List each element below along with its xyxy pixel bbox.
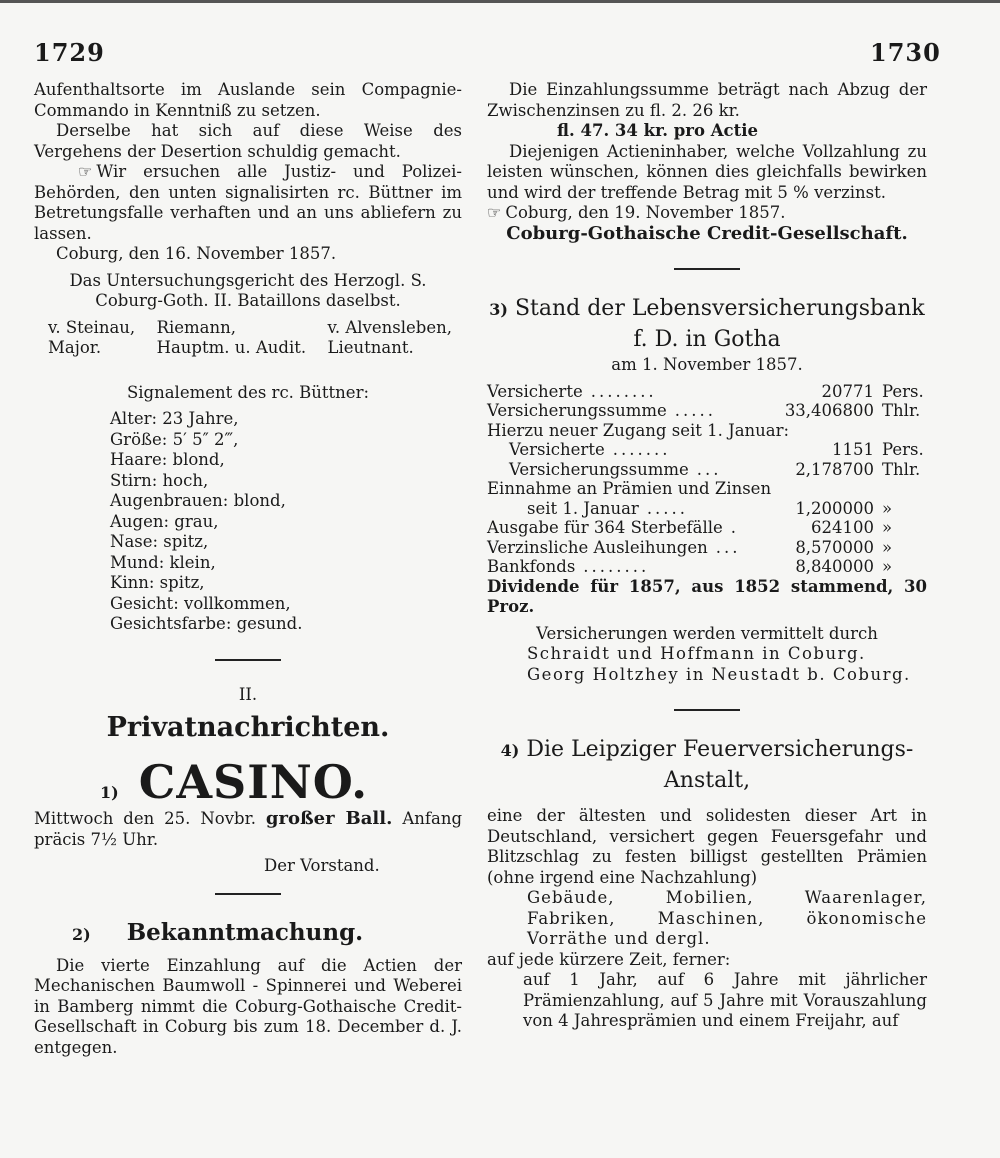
signalement-line: Nase: spitz, [110, 532, 209, 551]
stats-label-cell [487, 518, 785, 538]
stats-label-cell [487, 460, 785, 480]
stats-value: 8,840000 [795, 557, 875, 576]
einzahlung-text: Die Einzahlungssumme beträgt nach Abzug der Zwischenzinsen zu fl. 2. 26 kr. [487, 80, 927, 120]
signer-2-name: Riemann, [156, 317, 237, 337]
stats-label: Ausgabe für 364 Sterbefälle [487, 518, 723, 537]
item-number-2: 2) [72, 924, 91, 944]
stats-unit: Pers. [882, 381, 924, 401]
stats-label-cell [487, 440, 785, 460]
stats-row [487, 518, 927, 538]
stats-value: 1151 [832, 440, 875, 459]
stats-value: 20771 [821, 381, 875, 401]
signalement-line: Haare: blond, [110, 450, 225, 469]
company-name: Coburg-Gothaische Credit-Gesellschaft. [506, 222, 908, 244]
pointing-hand-icon: ☞ [487, 203, 502, 222]
stats-row [487, 401, 927, 421]
section-numeral: II. [238, 684, 258, 704]
signalement-line: Augenbrauen: blond, [110, 491, 286, 510]
desertion-notice-end: Aufenthaltsorte im Auslande sein Compagnie-Commando in Kenntniß zu setzen. [34, 80, 462, 120]
stats-label-cell [487, 557, 785, 577]
bekanntmachung-text: Die vierte Einzahlung auf die Actien der Mechanischen Baumwoll - Spinnerei und Weberei in Bamberg nimmt die Coburg-Gothaische Credit-Gesellschaft in Coburg bis zum 18. December d. J. entgegen. [34, 955, 462, 1057]
item4-title-2: Anstalt, [663, 768, 751, 793]
place-date-right [487, 203, 927, 224]
dividende-line: Dividende für 1857, aus 1852 stammend, 30 Proz. [487, 576, 927, 616]
bekanntmachung-title: Bekanntmachung. [126, 918, 364, 946]
signer-1-rank: Major. [48, 338, 102, 357]
place-date-right-text: Coburg, den 19. November 1857. [505, 203, 786, 222]
leader-dots: ........ [590, 381, 657, 401]
item-number-4: 4) [500, 741, 520, 760]
stats-unit: » [882, 557, 893, 576]
signalement-line: Gesicht: vollkommen, [110, 593, 291, 613]
casino-announcement [34, 809, 462, 850]
stats-row [487, 421, 927, 441]
stats-label: Versicherte [487, 381, 583, 401]
casino-heading [34, 755, 462, 809]
stats-label: seit 1. Januar [527, 498, 639, 518]
place-date-left: Coburg, den 16. November 1857. [56, 244, 337, 263]
stats-label: Verzinsliche Ausleihungen [487, 537, 708, 557]
leader-dots: . [730, 518, 740, 537]
pointing-hand-icon: ☞ [78, 162, 93, 181]
leader-dots: ........ [583, 557, 650, 576]
casino-title: CASINO. [138, 755, 369, 809]
stats-value: 2,178700 [795, 459, 875, 479]
stats-label-cell [487, 382, 785, 402]
desertion-guilt-text: Derselbe hat sich auf diese Weise des Vergehens der Desertion schuldig gemacht. [34, 121, 462, 161]
page-number-right: 1730 [870, 38, 941, 67]
signers-block [34, 318, 462, 359]
stats-row [487, 538, 927, 558]
item3-title-1: Stand der Lebensversicherungsbank [514, 296, 925, 321]
stats-row [487, 499, 927, 519]
stats-label: Versicherungssumme [487, 401, 667, 420]
stats-label-cell [487, 421, 927, 441]
stats-value: 8,570000 [795, 537, 875, 557]
stats-unit: Pers. [882, 440, 924, 459]
signer-2 [157, 318, 307, 359]
stats-value: 1,200000 [795, 498, 875, 518]
bekanntmachung-heading [34, 919, 462, 946]
signalement-line: Gesichtsfarbe: gesund. [110, 614, 303, 633]
stats-label: Versicherungssumme [509, 459, 689, 479]
signalement-line: Kinn: spitz, [110, 573, 205, 592]
vollzahlung-text: Diejenigen Actieninhaber, welche Vollzahlung zu leisten wünschen, können dies gleichfalls bewirken und wird der treffende Betrag mit 5 % verzinst. [487, 141, 927, 202]
leader-dots: ... [696, 459, 722, 479]
item4-title-1: Die Leipziger Feuerversicherungs- [526, 737, 914, 762]
stats-value: 624100 [811, 518, 875, 537]
amount-per-share: fl. 47. 34 kr. pro Actie [557, 121, 758, 140]
section-title: Privatnachrichten. [106, 712, 390, 743]
leader-dots: ..... [674, 401, 716, 420]
left-column [34, 80, 462, 1058]
casino-ball: großer Ball. [265, 808, 393, 829]
stats-unit: Thlr. [882, 401, 921, 420]
stats-unit: » [882, 498, 893, 518]
stats-label: Hierzu neuer Zugang seit 1. Januar: [487, 420, 790, 440]
stats-value: 33,406800 [784, 401, 875, 420]
stats-row [487, 479, 927, 499]
signalement-line: Augen: grau, [110, 511, 219, 531]
stats-unit: Thlr. [882, 459, 921, 479]
casino-vorstand: Der Vorstand. [264, 856, 380, 875]
page-number-left: 1729 [34, 38, 105, 67]
leader-dots: ... [715, 537, 741, 557]
arrest-request-body: Wir ersuchen alle Justiz- und Polizei-Behörden, den unten signalisirten rc. Büttner im Betretungsfalle verhaften und an uns abliefern zu lassen. [34, 162, 462, 243]
stats-label-cell [487, 479, 927, 499]
stats-label-cell [487, 499, 785, 519]
item4-duration: auf jede kürzere Zeit, ferner: [487, 949, 731, 969]
stats-label: Einnahme an Prämien und Zinsen [487, 479, 772, 498]
item3-title-2: f. D. in Gotha [633, 327, 781, 352]
stats-row [487, 460, 927, 480]
item4-terms: auf 1 Jahr, auf 6 Jahre mit jährlicher Prämienzahlung, auf 5 Jahre mit Vorauszahlung von 4 Jahresprämien und einem Freijahr, auf [523, 970, 927, 1030]
signalement-list [34, 409, 462, 635]
stats-label: Bankfonds [487, 557, 576, 576]
item4-heading [487, 735, 927, 766]
right-column [487, 80, 927, 1032]
item-number-3: 3) [489, 300, 508, 319]
stats-row [487, 440, 927, 460]
casino-start: Anfang präcis 7½ Uhr. [34, 809, 463, 849]
signalement-line: Alter: 23 Jahre, [110, 409, 239, 428]
item3-heading [487, 294, 927, 325]
signer-1 [48, 318, 135, 359]
stats-table [487, 382, 927, 577]
casino-date: Mittwoch den 25. Novbr. [34, 809, 256, 828]
agent-2: Georg Holtzhey in Neustadt b. Coburg. [527, 664, 911, 684]
court-name: Das Untersuchungsgericht des Herzogl. S. Coburg-Goth. II. Bataillons daselbst. [69, 270, 427, 310]
agent-1: Schraidt und Hoffmann in Coburg. [527, 644, 866, 663]
signer-3 [328, 318, 452, 359]
signer-2-rank: Hauptm. u. Audit. [156, 338, 307, 357]
signalement-title: Signalement des rc. Büttner: [126, 382, 370, 402]
signalement-line: Mund: klein, [110, 552, 216, 572]
stats-row [487, 557, 927, 577]
item4-intro: eine der ältesten und solidesten dieser Art in Deutschland, versichert gegen Feuersgefahr und Blitzschlag zu festen billigst gestellten Prämien (ohne irgend eine Nachzahlung) [487, 806, 927, 887]
stats-label-cell [487, 401, 785, 421]
leader-dots: ..... [646, 498, 689, 518]
stats-row [487, 382, 927, 402]
item-number-1: 1) [100, 783, 119, 802]
signer-1-name: v. Steinau, [48, 317, 136, 337]
signalement-line: Stirn: hoch, [110, 470, 209, 490]
signer-3-rank: Lieutnant. [327, 338, 414, 357]
stats-unit: » [882, 537, 893, 557]
top-border [0, 0, 1000, 3]
stats-label-cell [487, 538, 785, 558]
item3-date: am 1. November 1857. [611, 355, 803, 374]
signer-3-name: v. Alvensleben, [327, 317, 452, 337]
signalement-line: Größe: 5′ 5″ 2‴, [110, 429, 239, 449]
stats-label: Versicherte [509, 440, 605, 459]
item4-objects: Gebäude, Mobilien, Waarenlager, Fabriken, Maschinen, ökonomische Vorräthe und dergl. [527, 888, 927, 948]
leader-dots: ....... [612, 440, 671, 459]
stats-unit: » [882, 518, 893, 537]
arrest-request-text [34, 162, 462, 244]
vermittelt-line: Versicherungen werden vermittelt durch [536, 623, 878, 643]
